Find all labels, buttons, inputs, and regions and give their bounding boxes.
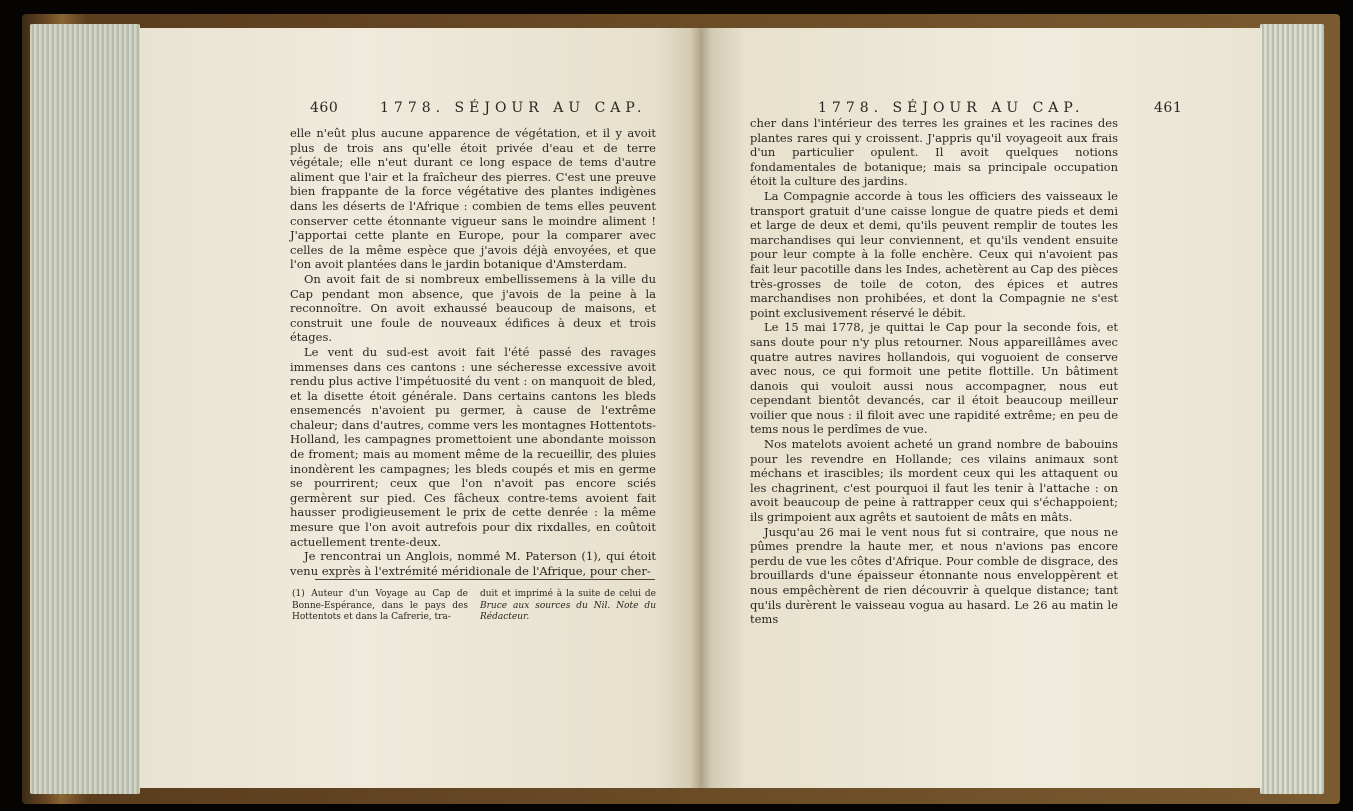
footnote-col-2-italic: Bruce aux sources du Nil. Note du Rédacteur.: [480, 600, 656, 622]
paragraph: Nos matelots avoient acheté un grand nombre de babouins pour les revendre en Hollande; ces vilains animaux sont méchans et irascibles; ils mordent ceux qui les attaquent ou les chagrinent, c'est pourquoi il faut les tenir à l'attache : on avoit beaucoup de peine à rattrapper ceux qui s'échappoient; ils grimpoient aux agrêts et sautoient de mâts en mâts.: [750, 437, 1118, 525]
page-edges-left: [30, 24, 140, 794]
left-page: [140, 28, 700, 788]
right-running-title: 1778. SÉJOUR AU CAP.: [818, 100, 1085, 116]
paragraph: Jusqu'au 26 mai le vent nous fut si contraire, que nous ne pûmes prendre la haute mer, et nous n'avions pas encore perdu de vue les côtes d'Afrique. Pour comble de disgrace, des brouillards d'une épaisseur étonnante nous enveloppèrent et nous empêchèrent de rien découvrir à quelque distance; tant qu'ils durèrent le vaisseau vogua au hasard. Le 26 au matin le tems: [750, 524, 1118, 627]
footnote-col-2-text: duit et imprimé à la suite de celui de: [480, 589, 656, 599]
left-running-title: 1778. SÉJOUR AU CAP.: [380, 100, 647, 116]
page-edges-right: [1260, 24, 1324, 794]
right-body-text: [750, 116, 1118, 627]
footnote-col-2: [480, 589, 656, 624]
right-page: [700, 28, 1262, 788]
right-page-number: 461: [1154, 100, 1183, 116]
book-gutter: [690, 28, 712, 788]
paragraph: cher dans l'intérieur des terres les graines et les racines des plantes rares qui y croissent. J'appris qu'il voyageoit aux frais d'un particulier opulent. Il avoit quelques notions fondamentales de botanique; mais sa principale occupation étoit la culture des jardins.: [750, 116, 1118, 189]
paragraph: Le vent du sud-est avoit fait l'été passé des ravages immenses dans ces cantons : une sécheresse excessive avoit rendu plus active l'impétuosité du vent : on manquoit de bled, et la disette étoit générale. Dans certains cantons les bleds ensemencés n'avoient pu germer, à cause de l'extrême chaleur; dans d'autres, comme vers les montagnes Hottentots-Holland, les campagnes promettoient une abondante moisson de froment; mais au moment même de la recueillir, des pluies inondèrent les campagnes; les bleds coupés et mis en germe se pourrirent; ceux que l'on n'avoit pas encore sciés germèrent sur pied. Ces fâcheux contre-tems avoient fait hausser prodigieusement le prix de cette denrée : la même mesure que l'on avoit autrefois pour dix rixdalles, en coûtoit actuellement trente-deux.: [290, 344, 656, 549]
paragraph: On avoit fait de si nombreux embellissemens à la ville du Cap pendant mon absence, que j'avois de la peine à la reconnoître. On avoit exhaussé beaucoup de maisons, et construit une foule de nouveaux édifices à deux et trois étages.: [290, 271, 656, 345]
footnote-rule: [315, 579, 655, 580]
paragraph: Le 15 mai 1778, je quittai le Cap pour la seconde fois, et sans doute pour n'y plus retourner. Nous appareillâmes avec quatre autres navires hollandois, qui voguoient de conserve avec nous, ce qui formoit une petite flottille. Un bâtiment danois qui vouloit aussi nous accompagner, nous eut cependant bientôt devancés, car il étoit beaucoup meilleur voilier que nous : il filoit avec une rapidité extrême; en peu de tems nous le perdîmes de vue.: [750, 320, 1118, 437]
paragraph: Je rencontrai un Anglois, nommé M. Paterson (1), qui étoit venu exprès à l'extrémité méridionale de l'Afrique, pour cher-: [290, 549, 656, 578]
left-page-number: 460: [310, 100, 339, 116]
paragraph: La Compagnie accorde à tous les officiers des vaisseaux le transport gratuit d'une caisse longue de quatre pieds et demi et large de deux et demi, qu'ils peuvent remplir de toutes les marchandises qui leur conviennent, et qu'ils vendent ensuite pour leur compte à la folle enchère. Ceux qui n'avoient pas fait leur pacotille dans les Indes, achetèrent au Cap des pièces très-grosses de toile de coton, des épices et autres marchandises non prohibées, et dont la Compagnie ne s'est point exclusivement réservé le débit.: [750, 188, 1118, 320]
left-body-text: [290, 126, 656, 578]
footnote-col-1: (1) Auteur d'un Voyage au Cap de Bonne-Espérance, dans le pays des Hottentots et dans la Cafrerie, tra-: [292, 589, 468, 622]
paragraph: elle n'eût plus aucune apparence de végétation, et il y avoit plus de trois ans qu'elle étoit privée d'eau et de terre végétale; elle n'eut durant ce long espace de tems d'autre aliment que l'air et la fraîcheur des pierres. C'est une preuve bien frappante de la force végétative des plantes indigènes dans les déserts de l'Afrique : combien de tems elles peuvent conserver cette étonnante vigueur sans le moindre aliment ! J'apportai cette plante en Europe, pour la comparer avec celles de la même espèce que j'avois déjà envoyées, et que l'on avoit plantées dans le jardin botanique d'Amsterdam.: [290, 126, 656, 272]
